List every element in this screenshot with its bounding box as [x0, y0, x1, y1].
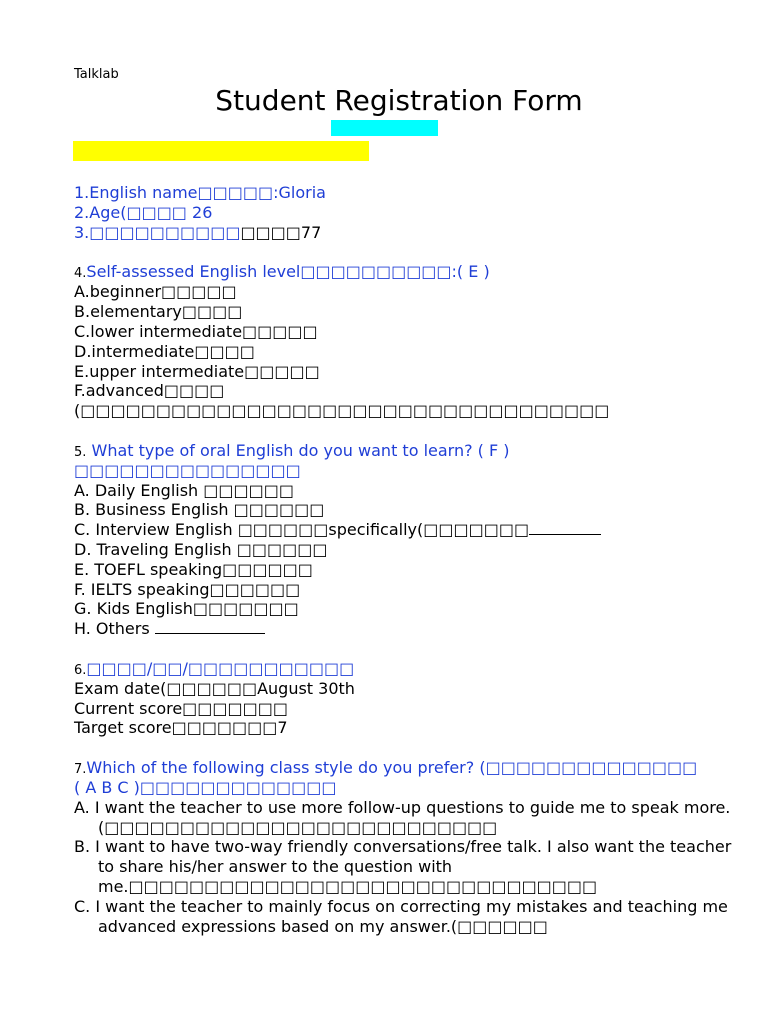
- q4-number: 4.: [74, 266, 87, 281]
- q6-question: [74, 659, 354, 681]
- q4-option-e: E.upper intermediate□□□□□: [74, 362, 320, 381]
- q5-option-h-line: [74, 619, 265, 639]
- q5-option-c-line: [74, 520, 601, 540]
- brand-label: Talklab: [74, 67, 119, 82]
- q6-text: □□□□/□□/□□□□□□□□□□□: [86, 659, 355, 678]
- q5-subtitle: □□□□□□□□□□□□□□□: [74, 461, 301, 480]
- cyan-highlight-text: [331, 120, 438, 136]
- q6-target-score-label: Target score□□□□□□□: [74, 718, 278, 737]
- yellow-highlight-notice: [73, 141, 369, 161]
- q6-exam-date-value[interactable]: August 30th: [257, 679, 355, 698]
- q5-option-g: G. Kids English□□□□□□□: [74, 599, 299, 618]
- q5-option-h-blank[interactable]: [155, 619, 265, 634]
- q5-option-b: B. Business English □□□□□□: [74, 500, 325, 519]
- q4-option-b: B.elementary□□□□: [74, 302, 243, 321]
- q4-text: Self-assessed English level□□□□□□□□□□:( E ): [86, 262, 490, 281]
- q7-option-b: B. I want to have two-way friendly conversations/free talk. I also want the teacher to share his/her answer to the question with me.□□□□□□□□□□□□□□□□□□□□□□□□□□□□□□□: [74, 837, 732, 896]
- q3-line: [74, 223, 321, 243]
- page-title: Student Registration Form: [215, 84, 583, 117]
- q4-option-c: C.lower intermediate□□□□□: [74, 322, 318, 341]
- q6-target-score-value[interactable]: 7: [277, 718, 288, 737]
- q4-option-a: A.beginner□□□□□: [74, 282, 237, 301]
- q5-text: What type of oral English do you want to learn? ( F ): [86, 441, 510, 460]
- q5-option-d: D. Traveling English □□□□□□: [74, 540, 328, 559]
- q1-label: 1.English name□□□□□:: [74, 183, 279, 202]
- q7-option-c: C. I want the teacher to mainly focus on correcting my mistakes and teaching me advanced expressions based on my answer.(□□□□□□: [74, 897, 728, 936]
- q7-answer-line: ( A B C )□□□□□□□□□□□□□: [74, 778, 337, 797]
- q7-option-a: A. I want the teacher to use more follow-up questions to guide me to speak more.(□□□□□□□□□□□□□□□□□□□□□□□□□□: [74, 798, 731, 837]
- q6-exam-date-label: Exam date(□□□□□□: [74, 679, 258, 698]
- q5-option-c: C. Interview English □□□□□□specifically(□□□□□□□: [74, 520, 530, 539]
- q3-label: 3.□□□□□□□□□□: [74, 223, 241, 242]
- q6-current-score-label: Current score□□□□□□□: [74, 699, 288, 718]
- q5-option-e: E. TOEFL speaking□□□□□□: [74, 560, 313, 579]
- q2-label: 2.Age(□□□□: [74, 203, 193, 222]
- q1-line: [74, 183, 326, 203]
- q7-number: 7.: [74, 762, 87, 777]
- q5-option-h: H. Others: [74, 619, 155, 638]
- q7-question: [74, 758, 697, 780]
- q3-value[interactable]: □□□□77: [240, 223, 322, 242]
- q4-option-d: D.intermediate□□□□: [74, 342, 255, 361]
- q4-question: [74, 262, 490, 284]
- q2-value[interactable]: 26: [192, 203, 213, 222]
- q4-option-f: F.advanced□□□□: [74, 381, 225, 400]
- q6-exam-date: [74, 679, 355, 699]
- q5-question: [74, 441, 510, 463]
- q5-option-f: F. IELTS speaking□□□□□□: [74, 580, 301, 599]
- q5-option-a: A. Daily English □□□□□□: [74, 481, 294, 500]
- q7-text: Which of the following class style do you prefer? (□□□□□□□□□□□□□□: [86, 758, 698, 777]
- q5-option-c-blank[interactable]: [529, 520, 601, 535]
- q1-value[interactable]: Gloria: [278, 183, 326, 202]
- q6-target-score: [74, 718, 288, 738]
- q4-note: (□□□□□□□□□□□□□□□□□□□□□□□□□□□□□□□□□□□: [74, 401, 610, 420]
- q2-line: [74, 203, 212, 223]
- q5-number: 5.: [74, 445, 87, 460]
- q6-number: 6.: [74, 663, 87, 678]
